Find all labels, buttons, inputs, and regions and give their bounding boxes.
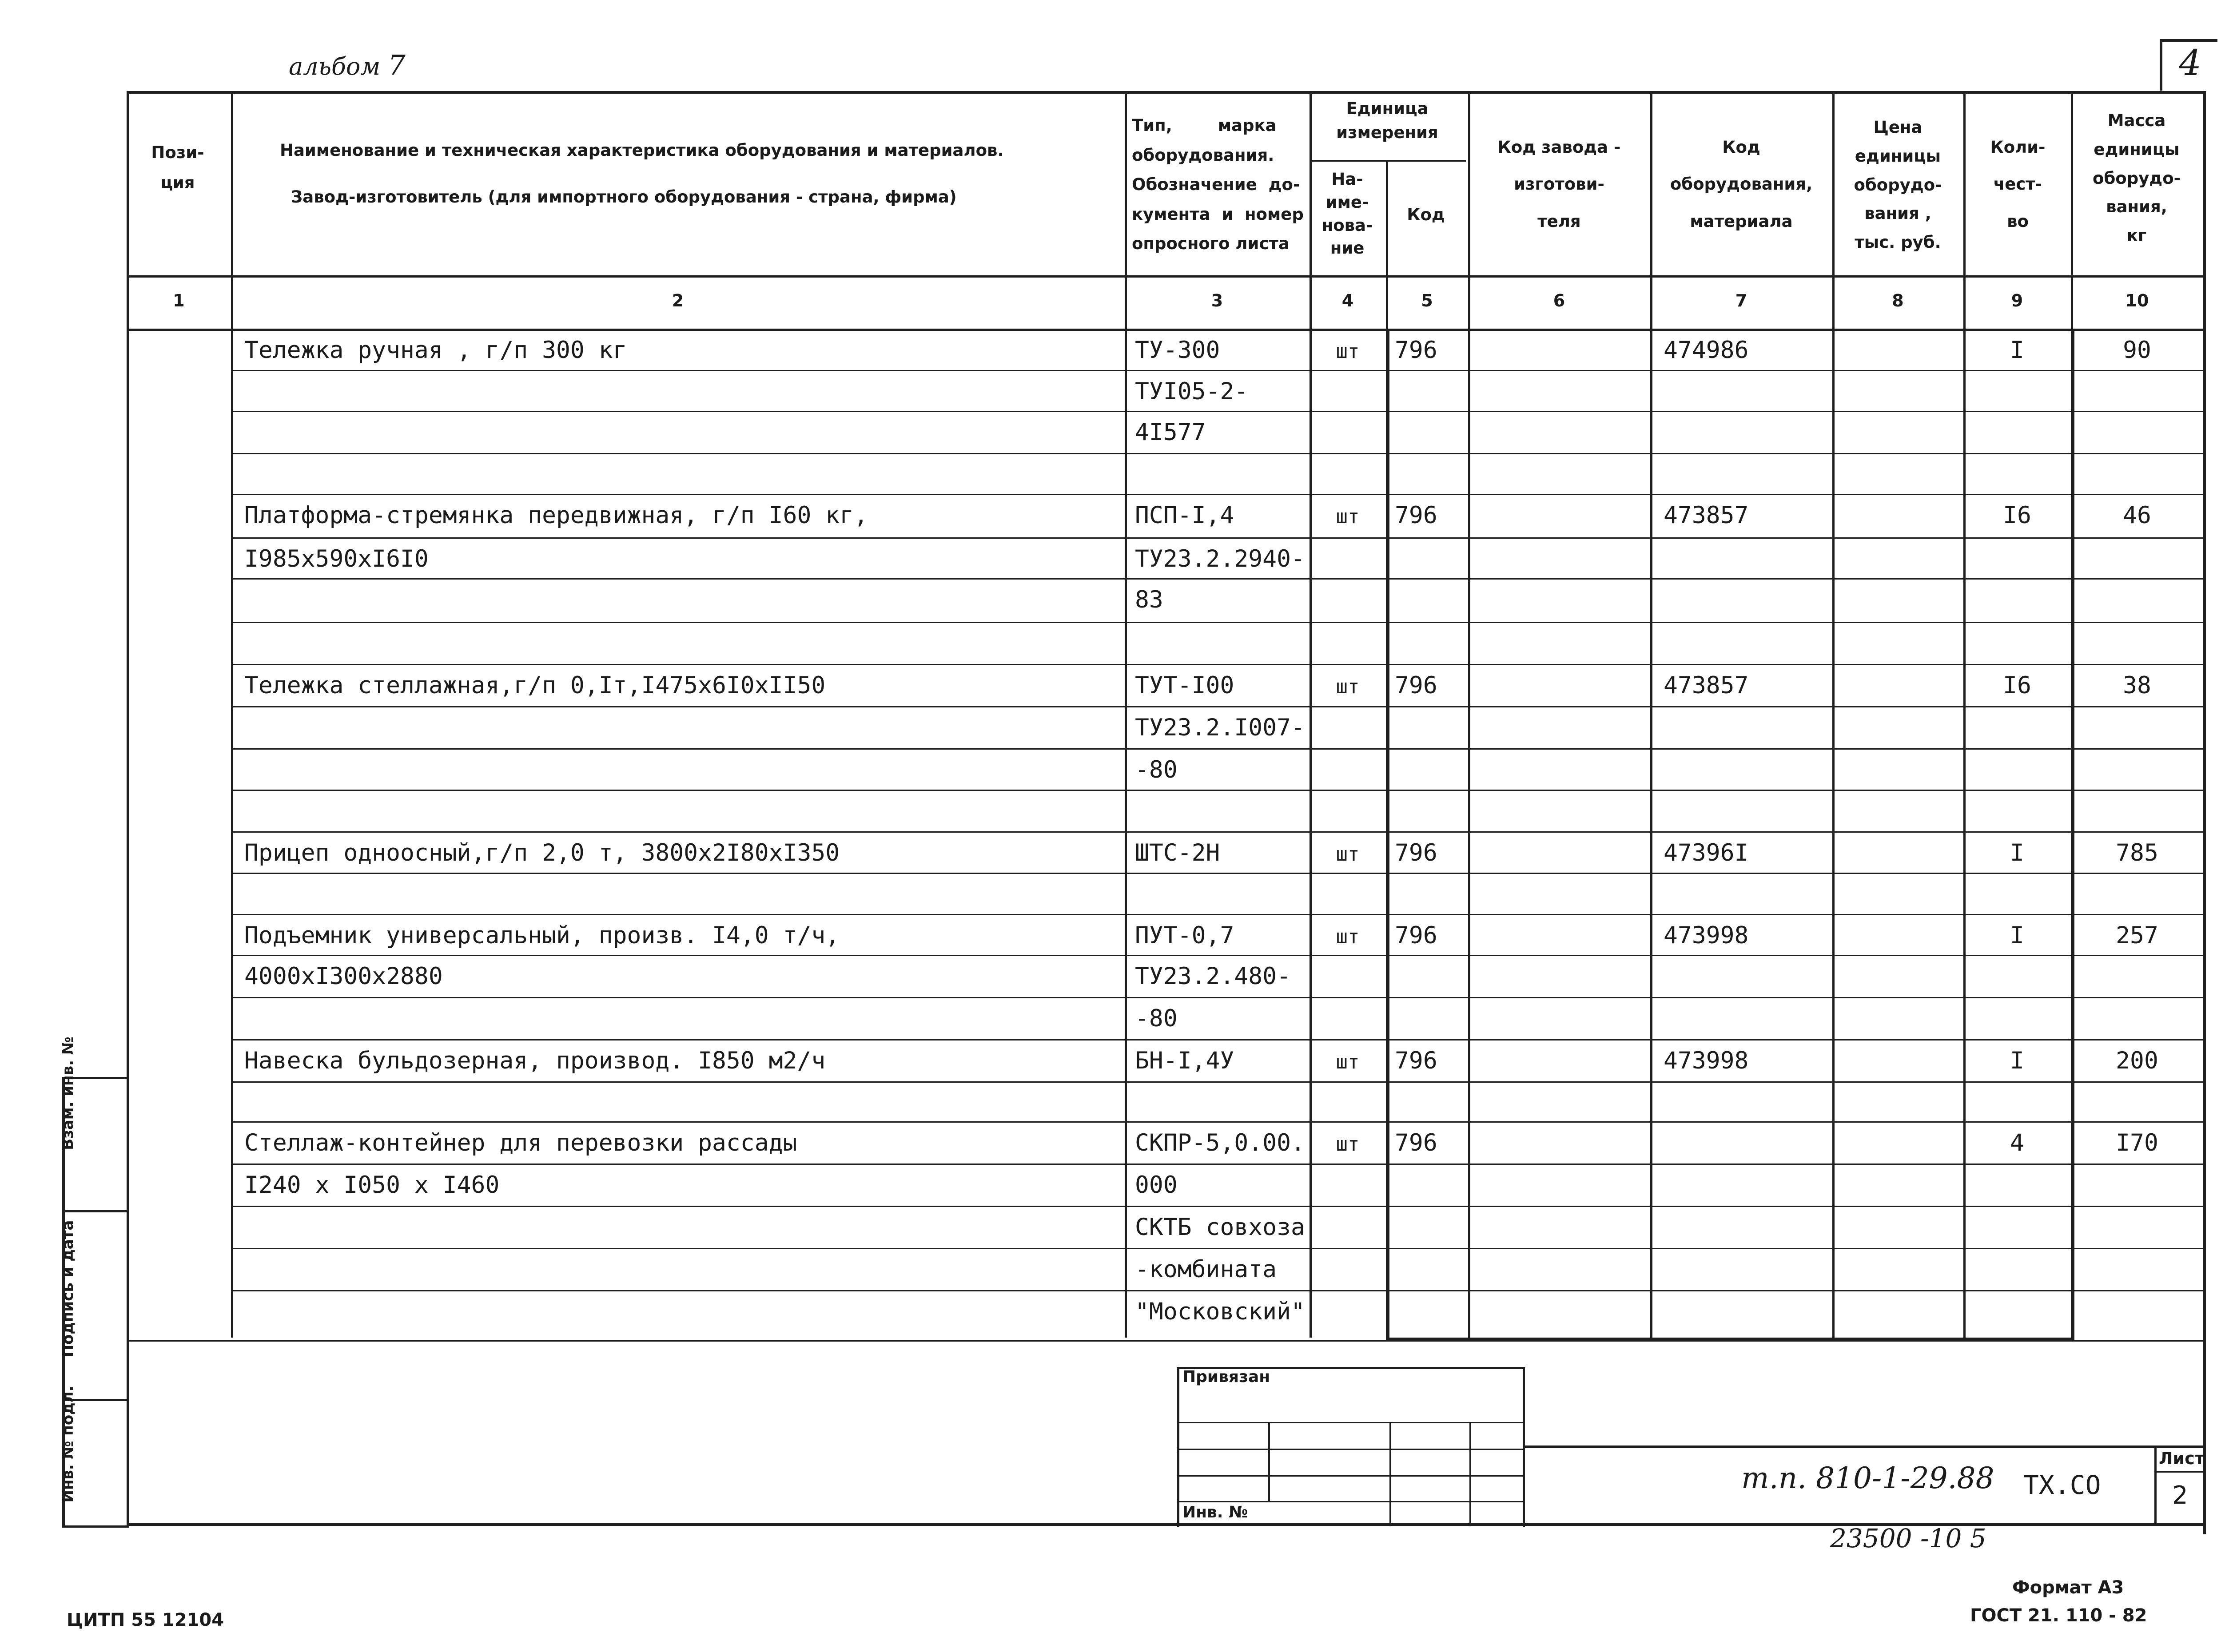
cell-code: 796 — [1395, 1047, 1437, 1074]
cell-mat-code: 474986 — [1664, 337, 1749, 364]
body-bottom-line — [127, 1340, 2203, 1342]
row-line — [231, 1121, 2203, 1123]
cell-mass: I70 — [2116, 1129, 2158, 1156]
header-quantity: Коли- чест- во — [1990, 138, 2046, 231]
row-line — [231, 453, 2203, 454]
album-label-text: альбом — [289, 52, 381, 80]
cell-type: ТУI05-2- — [1135, 378, 1249, 405]
row-line — [231, 997, 2203, 998]
header-price: Цена единицы оборудо- вания , тыс. руб. — [1854, 118, 1942, 252]
cell-type: ТУ23.2.I007- — [1135, 714, 1305, 741]
cell-code: 796 — [1395, 922, 1437, 949]
row-line — [231, 790, 2203, 791]
format-label: Формат А3 — [2012, 1577, 2124, 1598]
row-line — [231, 664, 2203, 665]
column-number-7: 7 — [1735, 291, 1747, 310]
sheet-number: 2 — [2172, 1481, 2188, 1510]
header-material-code: Код оборудования, материала — [1670, 138, 1813, 231]
cell-type: ТУТ-I00 — [1135, 672, 1234, 699]
cell-type: 4I577 — [1135, 419, 1206, 446]
cell-name: I240 x I050 x I460 — [244, 1171, 500, 1199]
cell-name: Прицеп одноосный,г/п 2,0 т, 3800x2I80xI350 — [244, 839, 840, 866]
header-position: Пози- ция — [151, 143, 204, 193]
header-unit-code: Код — [1407, 205, 1445, 224]
header-name-line1: Наименование и техническая характеристика оборудования и материалов. — [280, 141, 1004, 160]
cell-name: I985x590xI6I0 — [244, 545, 429, 572]
cell-unit: шт — [1336, 505, 1360, 528]
column-line — [1125, 91, 1127, 1338]
cell-qty: I6 — [2003, 672, 2031, 699]
stamp-line — [1177, 1501, 1524, 1502]
cell-unit: шт — [1336, 925, 1360, 948]
album-label — [289, 49, 406, 81]
stamp-col — [1469, 1422, 1471, 1526]
archive-number: 23500 -10 5 — [1830, 1523, 1986, 1553]
sheet-label: Лист — [2159, 1449, 2205, 1468]
column-line-bold — [1386, 329, 1389, 1338]
stamp-privyazan: Привязан — [1182, 1368, 1270, 1386]
row-line — [231, 706, 2203, 707]
cell-mass: 785 — [2116, 839, 2158, 866]
cell-name: Навеска бульдозерная, производ. I850 м2/ч — [244, 1047, 826, 1074]
column-number-2: 2 — [672, 291, 684, 310]
row-line — [231, 955, 2203, 956]
cell-type: БН-I,4У — [1135, 1047, 1234, 1074]
column-number-1: 1 — [173, 291, 185, 310]
table-top-border — [127, 91, 2203, 94]
cell-qty: I — [2010, 337, 2024, 364]
cell-code: 796 — [1395, 672, 1437, 699]
cell-name: Тележка стеллажная,г/п 0,Iт,I475x6I0xII50 — [244, 672, 826, 699]
row-line — [231, 1039, 2203, 1040]
header-unit: Единица измерения — [1336, 99, 1438, 142]
column-number-8: 8 — [1892, 291, 1904, 310]
column-number-5: 5 — [1421, 291, 1433, 310]
header-unit-name: На- име- нова- ние — [1321, 170, 1373, 258]
column-number-10: 10 — [2125, 291, 2149, 310]
stamp-col — [1389, 1422, 1391, 1526]
cell-qty: I — [2010, 1047, 2024, 1074]
header-bottom-line — [127, 275, 2203, 278]
cell-type: СКПР-5,0.00. — [1135, 1129, 1305, 1156]
doc-code: ТХ.СО — [2023, 1470, 2101, 1500]
column-number-3: 3 — [1211, 291, 1223, 310]
cell-mass: 90 — [2123, 337, 2151, 364]
row-line — [231, 578, 2203, 580]
cell-mass: 200 — [2116, 1047, 2158, 1074]
row-line — [231, 1206, 2203, 1207]
cell-mat-code: 473998 — [1664, 922, 1749, 949]
corner-page-number: 4 — [2179, 42, 2201, 83]
cell-mat-code: 47396I — [1664, 839, 1749, 866]
cell-qty: I — [2010, 922, 2024, 949]
gost-label: ГОСТ 21. 110 - 82 — [1970, 1605, 2147, 1626]
cell-type: 83 — [1135, 586, 1163, 613]
column-number-6: 6 — [1553, 291, 1565, 310]
frame-right-border — [2203, 91, 2206, 1534]
column-number-4: 4 — [1341, 291, 1354, 310]
side-strip-divider — [62, 1210, 129, 1212]
cell-type: 000 — [1135, 1171, 1178, 1199]
column-number-9: 9 — [2011, 291, 2023, 310]
column-line-bold — [2071, 329, 2074, 1338]
cell-name: Платформа-стремянка передвижная, г/п I60 кг, — [244, 502, 868, 529]
cell-mat-code: 473857 — [1664, 672, 1749, 699]
cell-mat-code: 473998 — [1664, 1047, 1749, 1074]
cell-type: СКТБ совхоза — [1135, 1214, 1305, 1241]
cell-type: ПУТ-0,7 — [1135, 922, 1234, 949]
cell-name: Стеллаж-контейнер для перевозки рассады — [244, 1129, 797, 1156]
side-strip-bottom — [62, 1525, 129, 1528]
cell-type: ПСП-I,4 — [1135, 502, 1234, 529]
cell-type: ТУ23.2.2940- — [1135, 545, 1305, 572]
row-line — [231, 831, 2203, 833]
cell-mat-code: 473857 — [1664, 502, 1749, 529]
cell-type: ШТС-2Н — [1135, 839, 1220, 866]
stamp-line — [1177, 1422, 1524, 1423]
stamp-line — [1177, 1449, 1524, 1450]
cell-name: Подъемник универсальный, произв. I4,0 т/ч, — [244, 922, 840, 949]
cell-mass: 46 — [2123, 502, 2151, 529]
row-line — [231, 537, 2203, 539]
title-block-top — [1524, 1446, 2203, 1448]
cell-unit: шт — [1336, 843, 1360, 866]
column-line — [1832, 91, 1835, 1338]
cell-code: 796 — [1395, 839, 1437, 866]
cell-mass: 257 — [2116, 922, 2158, 949]
stamp-left — [1177, 1367, 1179, 1527]
row-line — [231, 1290, 2203, 1291]
numbers-bottom-line — [127, 329, 2203, 331]
header-type: Тип, марка оборудования. Обозначение до- кумента и номер опросного листа — [1132, 116, 1304, 254]
column-line — [1650, 91, 1652, 1338]
cell-unit: шт — [1336, 1051, 1360, 1073]
cell-qty: I — [2010, 839, 2024, 866]
sheet-box-left — [2154, 1446, 2157, 1525]
citp-label: ЦИТП 55 12104 — [67, 1610, 224, 1630]
row-line — [231, 1164, 2203, 1165]
row-line — [231, 748, 2203, 750]
side-label-vzam: Взам. инв. № — [59, 1036, 77, 1150]
side-label-inv: Инв. № подл. — [59, 1386, 77, 1503]
row-line — [231, 494, 2203, 495]
cell-code: 796 — [1395, 1129, 1437, 1156]
side-label-podpis: Подпись и дата — [59, 1220, 77, 1358]
cell-unit: шт — [1336, 675, 1360, 698]
sheet-box-divider — [2154, 1471, 2203, 1473]
row-line — [231, 1081, 2203, 1083]
cell-code: 796 — [1395, 502, 1437, 529]
row-line — [231, 622, 2203, 623]
row-line — [231, 914, 2203, 915]
cell-name: 4000xI300x2880 — [244, 963, 443, 990]
cell-type: ТУ-300 — [1135, 337, 1220, 364]
doc-number: т.п. 810-1-29.88 — [1741, 1461, 1994, 1495]
column-line — [1468, 91, 1470, 1338]
row-line — [231, 873, 2203, 874]
row-line — [231, 1248, 2203, 1249]
header-name-line2: Завод-изготовитель (для импортного оборудования - страна, фирма) — [291, 187, 957, 206]
stamp-line — [1177, 1475, 1524, 1477]
cell-type: "Московский" — [1135, 1298, 1305, 1325]
column-line — [231, 91, 233, 1338]
cell-mass: 38 — [2123, 672, 2151, 699]
cell-qty: I6 — [2003, 502, 2031, 529]
cell-name: Тележка ручная , г/п 300 кг — [244, 337, 627, 364]
row-line — [231, 411, 2203, 412]
cell-type: -80 — [1135, 1005, 1178, 1032]
cell-type: -комбината — [1135, 1256, 1277, 1283]
cell-qty: 4 — [2010, 1129, 2024, 1156]
cell-type: -80 — [1135, 756, 1178, 783]
cell-code: 796 — [1395, 337, 1437, 364]
stamp-col — [1268, 1422, 1270, 1502]
cell-type: ТУ23.2.480- — [1135, 963, 1291, 990]
header-mass: Масса единицы оборудо- вания, кг — [2093, 111, 2181, 245]
cell-unit: шт — [1336, 340, 1360, 363]
stamp-inv-no: Инв. № — [1182, 1503, 1248, 1521]
row-line — [231, 370, 2203, 371]
cell-unit: шт — [1336, 1133, 1360, 1156]
album-number: 7 — [388, 49, 406, 81]
header-plant-code: Код завода - изготови- теля — [1497, 138, 1621, 231]
